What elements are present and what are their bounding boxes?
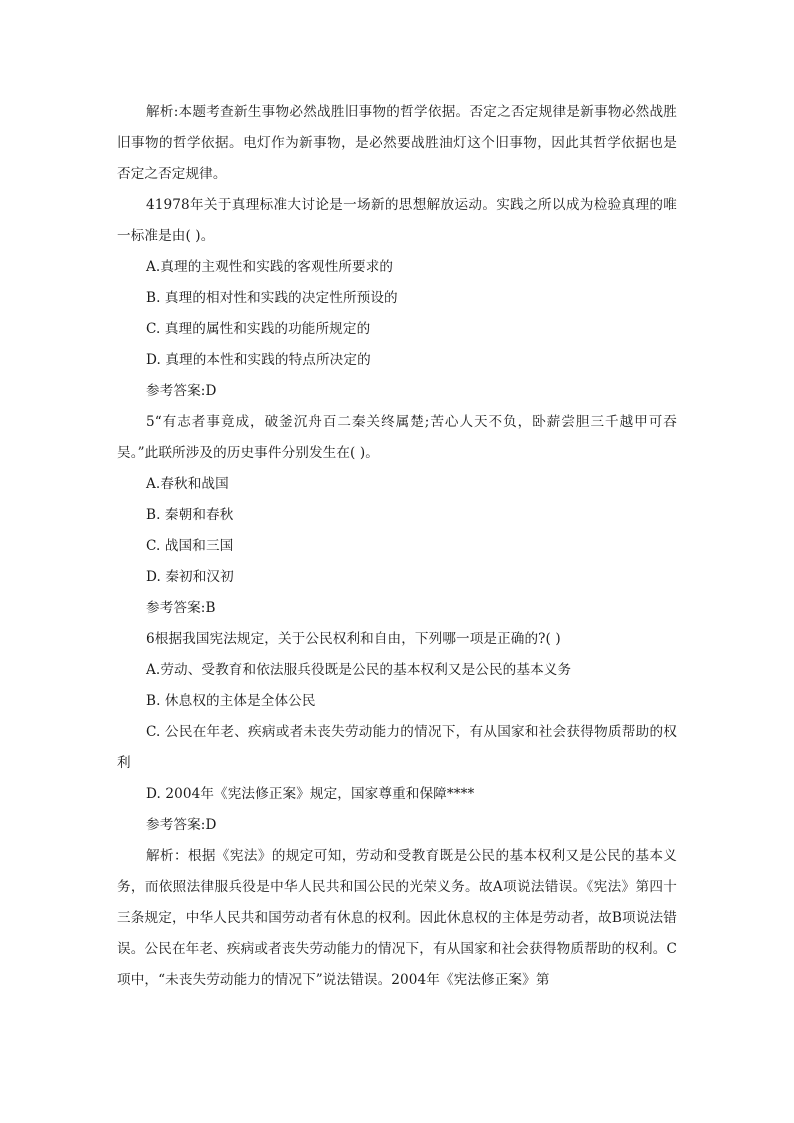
question-4-option-d: D. 真理的本性和实践的特点所决定的 <box>146 352 371 368</box>
question-6-stem: 6根据我国宪法规定，关于公民权利和自由，下列哪一项是正确的?( ) <box>146 631 561 647</box>
question-5-option-a: A.春秋和战国 <box>146 476 229 492</box>
analysis-paragraph-1: 解析:本题考查新生事物必然战胜旧事物的哲学依据。否定之否定规律是新事物必然战胜旧事物的哲学依据。电灯作为新事物，是必然要战胜油灯这个旧事物，因此其哲学依据也是否定之否定规律。 <box>117 104 677 182</box>
question-5-option-d: D. 秦初和汉初 <box>146 569 234 585</box>
question-4-stem: 41978年关于真理标准大讨论是一场新的思想解放运动。实践之所以成为检验真理的唯一标准是由( )。 <box>117 197 677 244</box>
question-5-answer: 参考答案:B <box>146 600 216 616</box>
question-4-option-b: B. 真理的相对性和实践的决定性所预设的 <box>146 290 398 306</box>
analysis-paragraph-2: 解析：根据《宪法》的规定可知，劳动和受教育既是公民的基本权利又是公民的基本义务，而依照法律服兵役是中华人民共和国公民的光荣义务。故A项说法错误。《宪法》第四十三条规定，中华人民共和国劳动者有休息的权利。因此休息权的主体是劳动者，故B项说法错误。公民在年老、疾病或者丧失劳动能力的情况下，有从国家和社会获得物质帮助的权利。C项中，“未丧失劳动能力的情况下”说法错误。2004年《宪法修正案》第 <box>117 848 677 988</box>
question-6-option-c: C. 公民在年老、疾病或者未丧失劳动能力的情况下，有从国家和社会获得物质帮助的权利 <box>117 724 677 771</box>
document-body <box>117 97 677 996</box>
question-6-option-b: B. 休息权的主体是全体公民 <box>146 693 316 709</box>
question-4-option-a: A.真理的主观性和实践的客观性所要求的 <box>146 259 394 275</box>
question-6-option-a: A.劳动、受教育和依法服兵役既是公民的基本权利又是公民的基本义务 <box>146 662 572 678</box>
question-5-option-b: B. 秦朝和春秋 <box>146 507 234 523</box>
question-4-option-c: C. 真理的属性和实践的功能所规定的 <box>146 321 371 337</box>
question-5-option-c: C. 战国和三国 <box>146 538 234 554</box>
question-6-option-d: D. 2004年《宪法修正案》规定，国家尊重和保障**** <box>146 786 475 802</box>
question-6-answer: 参考答案:D <box>146 817 217 833</box>
question-5-stem: 5“有志者事竟成，破釜沉舟百二秦关终属楚;苦心人天不负，卧薪尝胆三千越甲可吞吴。”此联所涉及的历史事件分别发生在( )。 <box>117 414 677 461</box>
question-4-answer: 参考答案:D <box>146 383 217 399</box>
